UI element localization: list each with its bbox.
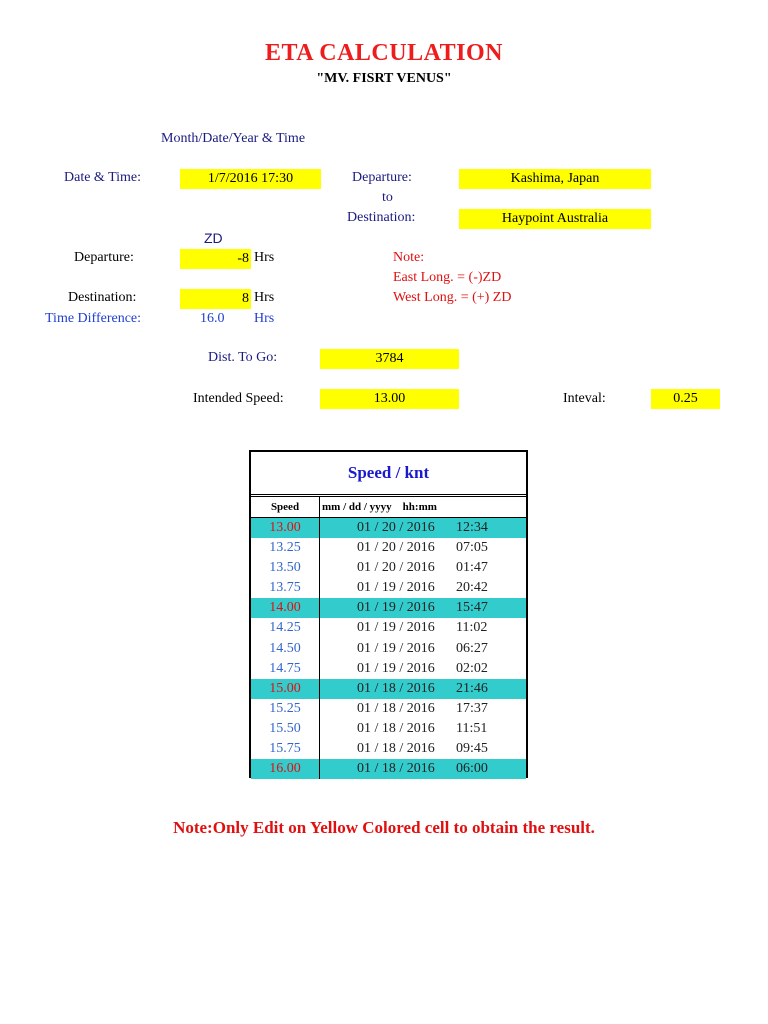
- table-row: [251, 578, 526, 598]
- row-time: 07:05: [456, 540, 488, 556]
- row-date: 01 / 18 / 2016: [357, 741, 435, 757]
- row-date: 01 / 18 / 2016: [357, 700, 435, 716]
- row-speed: 15.00: [251, 679, 320, 699]
- table-row: [251, 639, 526, 659]
- row-speed: 13.25: [251, 538, 320, 558]
- note-east: East Long. = (-)ZD: [393, 270, 502, 285]
- departure-port-label: Departure:: [352, 170, 412, 185]
- dist-to-go-label: Dist. To Go:: [208, 350, 278, 365]
- time-difference-value: 16.0: [200, 311, 225, 326]
- row-speed: 14.25: [251, 618, 320, 638]
- col-datetime-header: mm / dd / yyyy hh:mm: [322, 501, 437, 513]
- table-row: [251, 699, 526, 719]
- intended-speed-label: Intended Speed:: [193, 391, 284, 406]
- table-row: [251, 659, 526, 679]
- destination-port-label: Destination:: [347, 210, 416, 225]
- date-time-label: Date & Time:: [64, 170, 142, 185]
- row-speed: 14.00: [251, 598, 320, 618]
- row-date: 01 / 19 / 2016: [357, 580, 435, 596]
- row-speed: 13.00: [251, 518, 320, 538]
- row-speed: 13.75: [251, 578, 320, 598]
- departure-port-input[interactable]: Kashima, Japan: [459, 169, 651, 189]
- row-date: 01 / 19 / 2016: [357, 600, 435, 616]
- row-speed: 13.50: [251, 558, 320, 578]
- row-time: 11:02: [456, 620, 488, 636]
- row-time: 17:37: [456, 700, 488, 716]
- table-row: [251, 558, 526, 578]
- zd-departure-unit: Hrs: [254, 250, 275, 265]
- vessel-name: "MV. FISRT VENUS": [316, 71, 452, 86]
- row-date: 01 / 20 / 2016: [357, 540, 435, 556]
- row-time: 06:27: [456, 640, 488, 656]
- row-time: 09:45: [456, 741, 488, 757]
- intended-speed-input[interactable]: 13.00: [320, 389, 459, 409]
- date-time-input[interactable]: 1/7/2016 17:30: [180, 169, 321, 189]
- zd-destination-input[interactable]: 8: [180, 289, 251, 309]
- row-date: 01 / 19 / 2016: [357, 640, 435, 656]
- to-label: to: [382, 190, 393, 205]
- table-title: Speed / knt: [251, 452, 526, 495]
- row-time: 02:02: [456, 660, 488, 676]
- row-date: 01 / 20 / 2016: [357, 560, 435, 576]
- table-body: [251, 518, 526, 779]
- row-time: 21:46: [456, 680, 488, 696]
- bottom-note-text: Only Edit on Yellow Colored cell to obtain the result.: [212, 818, 595, 837]
- table-row: [251, 679, 526, 699]
- table-row: [251, 518, 526, 538]
- note-west: West Long. = (+) ZD: [393, 290, 512, 305]
- row-time: 20:42: [456, 580, 488, 596]
- zd-departure-input[interactable]: -8: [180, 249, 251, 269]
- table-row: [251, 739, 526, 759]
- bottom-note-prefix: Note:: [173, 818, 213, 837]
- row-date: 01 / 20 / 2016: [357, 520, 435, 535]
- row-speed: 14.75: [251, 659, 320, 679]
- dist-to-go-input[interactable]: 3784: [320, 349, 459, 369]
- row-date: 01 / 19 / 2016: [357, 660, 435, 676]
- row-speed: 15.25: [251, 699, 320, 719]
- row-date: 01 / 19 / 2016: [357, 620, 435, 636]
- row-time: 01:47: [456, 560, 488, 576]
- row-speed: 15.50: [251, 719, 320, 739]
- row-time: 12:34: [456, 520, 488, 535]
- interval-label: Inteval:: [563, 391, 606, 406]
- col-speed-header: Speed: [251, 497, 320, 517]
- zd-departure-label: Departure:: [74, 250, 134, 265]
- zd-destination-label: Destination:: [68, 290, 137, 305]
- eta-table: [249, 450, 528, 778]
- row-speed: 14.50: [251, 639, 320, 659]
- row-time: 11:51: [456, 720, 488, 736]
- format-label: Month/Date/Year & Time: [161, 131, 306, 146]
- note-title: Note:: [393, 250, 425, 265]
- row-time: 15:47: [456, 600, 488, 616]
- page-title: ETA CALCULATION: [265, 40, 503, 66]
- zd-destination-unit: Hrs: [254, 290, 275, 305]
- table-row: [251, 719, 526, 739]
- row-speed: 15.75: [251, 739, 320, 759]
- time-difference-unit: Hrs: [254, 311, 275, 326]
- interval-input[interactable]: 0.25: [651, 389, 720, 409]
- row-date: 01 / 18 / 2016: [357, 761, 435, 777]
- time-difference-label: Time Difference:: [45, 311, 142, 326]
- table-header: [251, 496, 526, 519]
- table-row: [251, 598, 526, 618]
- row-speed: 16.00: [251, 759, 320, 779]
- bottom-note: [0, 818, 768, 838]
- table-row: [251, 618, 526, 638]
- row-date: 01 / 18 / 2016: [357, 720, 435, 736]
- row-date: 01 / 18 / 2016: [357, 680, 435, 696]
- zd-label: ZD: [204, 230, 223, 246]
- table-row: [251, 538, 526, 558]
- row-time: 06:00: [456, 761, 488, 777]
- destination-port-input[interactable]: Haypoint Australia: [459, 209, 651, 229]
- table-row: [251, 759, 526, 779]
